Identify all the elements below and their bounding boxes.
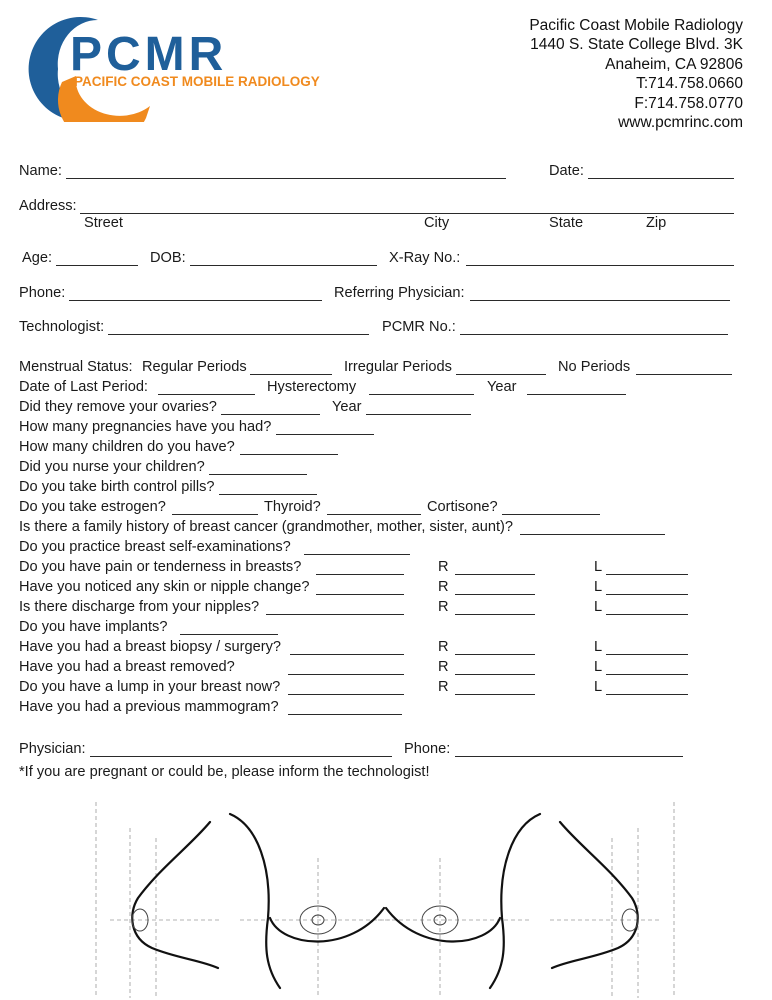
biopsy-left-input-line[interactable] xyxy=(606,654,688,655)
date-label: Date: xyxy=(549,163,584,179)
left-frontal-outline xyxy=(230,814,280,988)
pcmr-no-input-line[interactable] xyxy=(460,334,728,335)
xray-input-line[interactable] xyxy=(466,265,734,266)
pain-right-input-line[interactable] xyxy=(455,574,535,575)
address-city-caption: City xyxy=(424,215,450,231)
company-address-block xyxy=(529,16,743,132)
breast-removed-input-line[interactable] xyxy=(288,674,404,675)
xray-label: X-Ray No.: xyxy=(389,250,461,266)
pain-question: Do you have pain or tenderness in breasts? xyxy=(19,559,302,575)
technologist-label: Technologist: xyxy=(19,319,105,335)
breast-removed-left-label: L xyxy=(594,659,603,675)
technologist-input-line[interactable] xyxy=(108,334,369,335)
referring-physician-input-line[interactable] xyxy=(470,300,730,301)
address-street-caption: Street xyxy=(84,215,123,231)
previous-mammogram-input-line[interactable] xyxy=(288,714,402,715)
discharge-right-input-line[interactable] xyxy=(455,614,535,615)
address-input-line[interactable] xyxy=(80,213,734,214)
biopsy-right-label: R xyxy=(438,639,449,655)
address-zip-caption: Zip xyxy=(646,215,667,231)
address-label: Address: xyxy=(19,198,77,214)
biopsy-right-input-line[interactable] xyxy=(455,654,535,655)
pregnancies-question: How many pregnancies have you had? xyxy=(19,419,272,435)
physician-label: Physician: xyxy=(19,741,86,757)
implants-input-line[interactable] xyxy=(180,634,278,635)
company-address-line2: Anaheim, CA 92806 xyxy=(605,55,743,73)
self-exam-question: Do you practice breast self-examinations? xyxy=(19,539,291,555)
phone-label: Phone: xyxy=(19,285,66,301)
left-profile-outline xyxy=(132,822,218,968)
physician-phone-input-line[interactable] xyxy=(455,756,683,757)
biopsy-question: Have you had a breast biopsy / surgery? xyxy=(19,639,282,655)
left-frontal-lower xyxy=(270,908,384,942)
lump-right-input-line[interactable] xyxy=(455,694,535,695)
birth-control-input-line[interactable] xyxy=(219,494,317,495)
cortisone-input-line[interactable] xyxy=(502,514,600,515)
children-question: How many children do you have? xyxy=(19,439,235,455)
pcmr-no-label: PCMR No.: xyxy=(382,319,456,335)
discharge-right-label: R xyxy=(438,599,449,615)
lump-left-input-line[interactable] xyxy=(606,694,688,695)
right-frontal-outline xyxy=(490,814,540,988)
skin-change-question: Have you noticed any skin or nipple change? xyxy=(19,579,310,595)
company-name: Pacific Coast Mobile Radiology xyxy=(529,17,743,34)
pregnancies-input-line[interactable] xyxy=(276,434,374,435)
age-label: Age: xyxy=(22,250,53,266)
implants-question: Do you have implants? xyxy=(19,619,168,635)
company-website: www.pcmrinc.com xyxy=(618,114,743,132)
physician-input-line[interactable] xyxy=(90,756,392,757)
discharge-question: Is there discharge from your nipples? xyxy=(19,599,260,615)
nurse-input-line[interactable] xyxy=(209,474,307,475)
skin-change-input-line[interactable] xyxy=(316,594,404,595)
irregular-periods-input-line[interactable] xyxy=(456,374,546,375)
lump-input-line[interactable] xyxy=(288,694,404,695)
dob-input-line[interactable] xyxy=(190,265,377,266)
breast-diagram xyxy=(90,798,680,1000)
pcmr-logo xyxy=(18,14,348,122)
hysterectomy-year-input-line[interactable] xyxy=(527,394,626,395)
address-state-caption: State xyxy=(549,215,584,231)
skin-change-left-input-line[interactable] xyxy=(606,594,688,595)
previous-mammogram-question: Have you had a previous mammogram? xyxy=(19,699,279,715)
skin-change-right-input-line[interactable] xyxy=(455,594,535,595)
hysterectomy-year-label: Year xyxy=(487,379,517,395)
estrogen-question: Do you take estrogen? xyxy=(19,499,166,515)
logo-abbr: PCMR xyxy=(70,28,228,81)
pain-left-input-line[interactable] xyxy=(606,574,688,575)
pregnancy-notice: *If you are pregnant or could be, please inform the technologist! xyxy=(19,764,430,780)
biopsy-left-label: L xyxy=(594,639,603,655)
children-input-line[interactable] xyxy=(240,454,338,455)
no-periods-label: No Periods xyxy=(558,359,631,375)
last-period-label: Date of Last Period: xyxy=(19,379,148,395)
nurse-question: Did you nurse your children? xyxy=(19,459,205,475)
self-exam-input-line[interactable] xyxy=(304,554,410,555)
discharge-left-input-line[interactable] xyxy=(606,614,688,615)
thyroid-input-line[interactable] xyxy=(327,514,421,515)
regular-periods-label: Regular Periods xyxy=(142,359,247,375)
age-input-line[interactable] xyxy=(56,265,138,266)
company-address-line1: 1440 S. State College Blvd. 3K xyxy=(530,36,743,54)
company-telephone: T:714.758.0660 xyxy=(636,75,743,93)
pain-right-label: R xyxy=(438,559,449,575)
regular-periods-input-line[interactable] xyxy=(250,374,332,375)
hysterectomy-label: Hysterectomy xyxy=(267,379,357,395)
ovaries-year-input-line[interactable] xyxy=(366,414,471,415)
last-period-input-line[interactable] xyxy=(158,394,255,395)
lump-left-label: L xyxy=(594,679,603,695)
discharge-left-label: L xyxy=(594,599,603,615)
pain-left-label: L xyxy=(594,559,603,575)
cortisone-label: Cortisone? xyxy=(427,499,498,515)
discharge-input-line[interactable] xyxy=(266,614,404,615)
dob-label: DOB: xyxy=(150,250,186,266)
breast-removed-question: Have you had a breast removed? xyxy=(19,659,235,675)
no-periods-input-line[interactable] xyxy=(636,374,732,375)
skin-change-right-label: R xyxy=(438,579,449,595)
skin-change-left-label: L xyxy=(594,579,603,595)
company-fax: F:714.758.0770 xyxy=(634,94,743,112)
logo-full-name: PACIFIC COAST MOBILE RADIOLOGY xyxy=(74,74,320,89)
birth-control-question: Do you take birth control pills? xyxy=(19,479,215,495)
name-input-line[interactable] xyxy=(66,178,506,179)
thyroid-label: Thyroid? xyxy=(264,499,321,515)
phone-input-line[interactable] xyxy=(69,300,322,301)
irregular-periods-label: Irregular Periods xyxy=(344,359,452,375)
pain-input-line[interactable] xyxy=(316,574,404,575)
right-profile-outline xyxy=(552,822,638,968)
estrogen-input-line[interactable] xyxy=(172,514,258,515)
referring-physician-label: Referring Physician: xyxy=(334,285,465,301)
breast-removed-left-input-line[interactable] xyxy=(606,674,688,675)
breast-removed-right-label: R xyxy=(438,659,449,675)
family-history-question: Is there a family history of breast cancer (grandmother, mother, sister, aunt)? xyxy=(19,519,513,535)
biopsy-input-line[interactable] xyxy=(290,654,404,655)
date-input-line[interactable] xyxy=(588,178,734,179)
lump-right-label: R xyxy=(438,679,449,695)
name-label: Name: xyxy=(19,163,62,179)
family-history-input-line[interactable] xyxy=(520,534,665,535)
ovaries-input-line[interactable] xyxy=(221,414,320,415)
ovaries-question: Did they remove your ovaries? xyxy=(19,399,217,415)
physician-phone-label: Phone: xyxy=(404,741,451,757)
lump-question: Do you have a lump in your breast now? xyxy=(19,679,281,695)
hysterectomy-input-line[interactable] xyxy=(369,394,474,395)
menstrual-status-label: Menstrual Status: xyxy=(19,359,133,375)
ovaries-year-label: Year xyxy=(332,399,362,415)
breast-removed-right-input-line[interactable] xyxy=(455,674,535,675)
